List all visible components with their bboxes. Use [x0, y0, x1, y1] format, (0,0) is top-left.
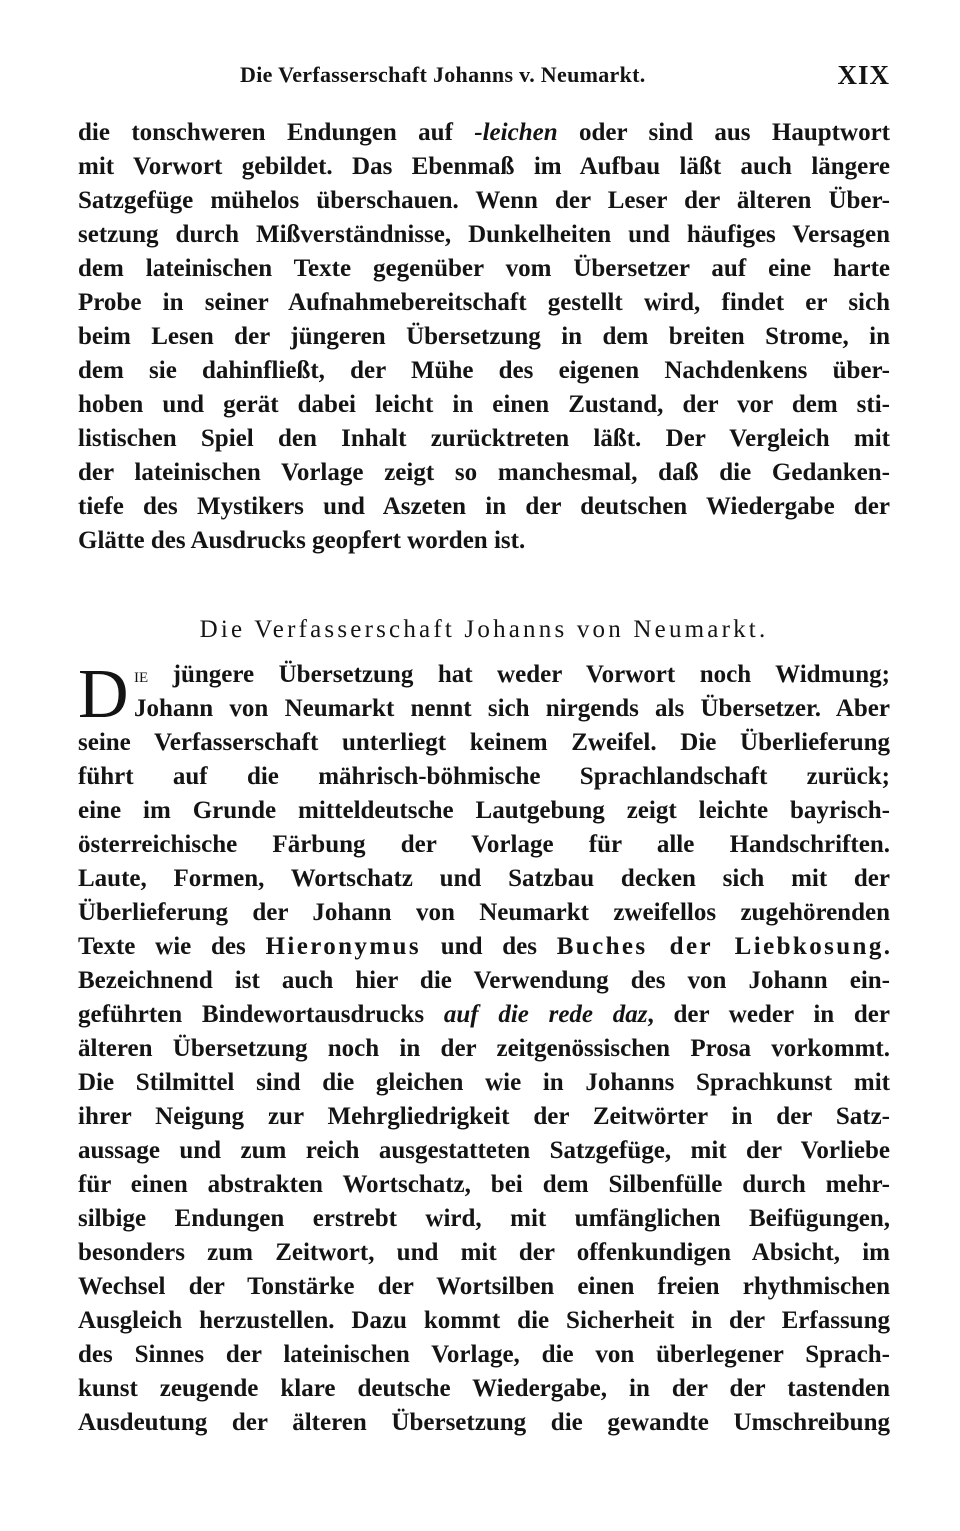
para1-line-10: listischen Spiel den Inhalt zurücktreten läßt. Der Vergleich mit — [78, 425, 890, 452]
para2-line-16: für einen abstrakten Wortschatz, bei dem Silbenfülle durch mehr- — [78, 1171, 890, 1198]
para1-line-9: hoben und gerät dabei leicht in einen Zustand, der vor dem sti- — [78, 391, 890, 418]
para2-line-21: des Sinnes der lateinischen Vorlage, die von überlegener Sprach- — [78, 1341, 890, 1368]
page-number: XIX — [837, 60, 890, 90]
para2-line-6: österreichische Färbung der Vorlage für alle Handschriften. — [78, 831, 890, 858]
para1-line-4: setzung durch Mißverständnisse, Dunkelheiten und häufiges Versagen — [78, 221, 890, 248]
para2-line-5: eine im Grunde mitteldeutsche Lautgebung zeigt leichte bayrisch- — [78, 797, 890, 824]
para1-line-13: Glätte des Ausdrucks geopfert worden ist. — [78, 527, 526, 554]
para1-line-6: Probe in seiner Aufnahmebereitschaft gestellt wird, findet er sich — [78, 289, 890, 316]
para2-line-8: Überlieferung der Johann von Neumarkt zweifellos zugehörenden — [78, 899, 890, 926]
para2-line-11: geführten Bindewortausdrucks auf die rede daz, der weder in der — [78, 1001, 890, 1028]
para1-line-7: beim Lesen der jüngeren Übersetzung in dem breiten Strome, in — [78, 323, 890, 350]
para2-line-12: älteren Übersetzung noch in der zeitgenössischen Prosa vorkommt. — [78, 1035, 890, 1062]
para2-line-14: ihrer Neigung zur Mehrgliedrigkeit der Zeitwörter in der Satz- — [78, 1103, 890, 1130]
para2-line-2: Johann von Neumarkt nennt sich nirgends als Übersetzer. Aber — [134, 695, 890, 722]
para2-line-19: Wechsel der Tonstärke der Wortsilben einen freien rhythmischen — [78, 1273, 890, 1300]
spaced-title-hieronymus: Hieronymus — [265, 933, 421, 960]
running-head — [78, 60, 890, 96]
para2-line-4: führt auf die mährisch-böhmische Sprachlandschaft zurück; — [78, 763, 890, 790]
para2-line-20: Ausgleich herzustellen. Dazu kommt die Sicherheit in der Erfassung — [78, 1307, 890, 1334]
para2-line-22: kunst zeugende klare deutsche Wiedergabe, in der der tastenden — [78, 1375, 890, 1402]
para1-line-1: die tonschweren Endungen auf -leichen oder sind aus Hauptwort — [78, 119, 890, 146]
first-word-small-caps: ie — [134, 662, 149, 687]
para2-line-7: Laute, Formen, Wortschatz und Satzbau decken sich mit der — [78, 865, 890, 892]
italic-phrase: auf die rede daz — [443, 1001, 648, 1028]
para1-line-3: Satzgefüge mühelos überschauen. Wenn der Leser der älteren Über- — [78, 187, 890, 214]
para2-line-23: Ausdeutung der älteren Übersetzung die gewandte Umschreibung — [78, 1409, 890, 1436]
para1-line-11: der lateinischen Vorlage zeigt so manchesmal, daß die Gedanken- — [78, 459, 890, 486]
para1-line-5: dem lateinischen Texte gegenüber vom Übersetzer auf eine harte — [78, 255, 890, 282]
running-title: Die Verfasserschaft Johanns v. Neumarkt. — [240, 62, 646, 87]
para2-line-15: aussage und zum reich ausgestatteten Satzgefüge, mit der Vorliebe — [78, 1137, 890, 1164]
spaced-title-liebkosung: Buches der Liebkosung — [556, 933, 884, 960]
para2-line-18: besonders zum Zeitwort, und mit der offenkundigen Absicht, im — [78, 1239, 890, 1266]
para2-line-9: Texte wie des Hieronymus und des Buches der Liebkosung. — [78, 933, 890, 960]
para2-line-13: Die Stilmittel sind die gleichen wie in Johanns Sprachkunst mit — [78, 1069, 890, 1096]
para2-line-10: Bezeichnend ist auch hier die Verwendung des von Johann ein- — [78, 967, 890, 994]
section-heading: Die Verfasserschaft Johanns von Neumarkt. — [199, 616, 769, 643]
drop-cap: D — [78, 656, 129, 733]
para1-line-12: tiefe des Mystikers und Aszeten in der deutschen Wiedergabe der — [78, 493, 890, 520]
para2-line-1: ie jüngere Übersetzung hat weder Vorwort noch Widmung; — [134, 661, 890, 688]
para1-line-8: dem sie dahinfließt, der Mühe des eigenen Nachdenkens über- — [78, 357, 890, 384]
para2-line-17: silbige Endungen erstrebt wird, mit umfänglichen Beifügungen, — [78, 1205, 890, 1232]
italic-term: -leichen — [474, 119, 558, 146]
para1-line-2: mit Vorwort gebildet. Das Ebenmaß im Aufbau läßt auch längere — [78, 153, 890, 180]
para2-line-3: seine Verfasserschaft unterliegt keinem Zweifel. Die Überlieferung — [78, 729, 890, 756]
